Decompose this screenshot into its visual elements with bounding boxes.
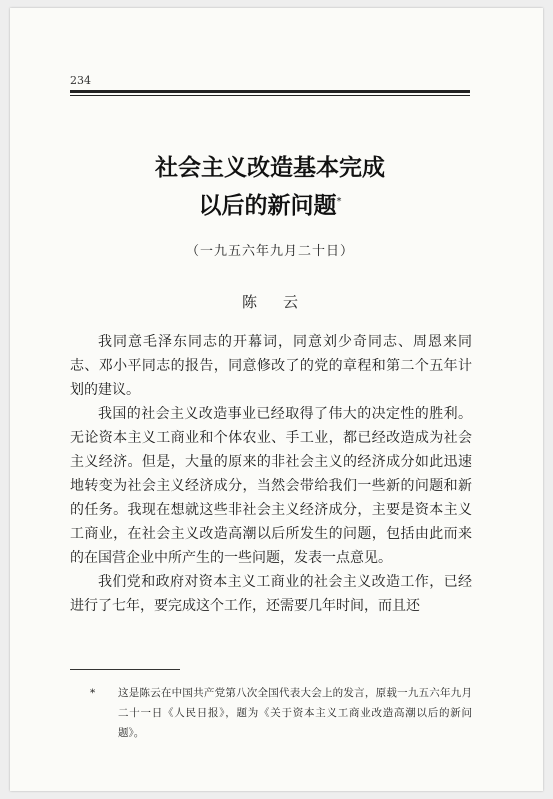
page-title-line1: 社会主义改造基本完成 [155, 155, 385, 181]
author-name: 陈云 [241, 293, 324, 311]
footnote [70, 683, 472, 743]
page-title-line2 [70, 191, 470, 221]
page-title-line2-text: 以后的新问题 [198, 193, 337, 219]
speech-date: （一九五六年九月二十日） [185, 244, 354, 259]
header-rule-thick [70, 90, 470, 93]
footnote-mark: * [90, 687, 96, 699]
page-number: 234 [70, 74, 91, 87]
title-footnote-mark: * [336, 196, 342, 207]
book-page [10, 8, 543, 791]
paragraph-2: 我国的社会主义改造事业已经取得了伟大的决定性的胜利。无论资本主义工商业和个体农业、手工业，都已经改造成为社会主义经济。但是，大量的原来的非社会主义的经济成分如此迅速地转变为社会主义经济成分，当然会带给我们一些新的问题和新的任务。我现在想就这些非社会主义经济成分，主要是资本主义工商业，在社会主义改造高潮以后所发生的问题，包括由此而来的在国营企业中所产生的一些问题，发表一点意见。 [70, 406, 472, 566]
header-rule-thin [70, 95, 470, 96]
paragraph-1: 我同意毛泽东同志的开幕词，同意刘少奇同志、周恩来同志、邓小平同志的报告，同意修改了的党的章程和第二个五年计划的建议。 [70, 334, 472, 398]
footnote-rule [70, 669, 180, 670]
body-text [70, 330, 472, 618]
footnote-text: 这是陈云在中国共产党第八次全国代表大会上的发言，原载一九五六年九月二十一日《人民日报》，题为《关于资本主义工商业改造高潮以后的新问题》。 [118, 687, 472, 739]
paragraph-3: 我们党和政府对资本主义工商业的社会主义改造工作，已经进行了七年，要完成这个工作，还需要几年时间，而且还 [70, 574, 472, 614]
